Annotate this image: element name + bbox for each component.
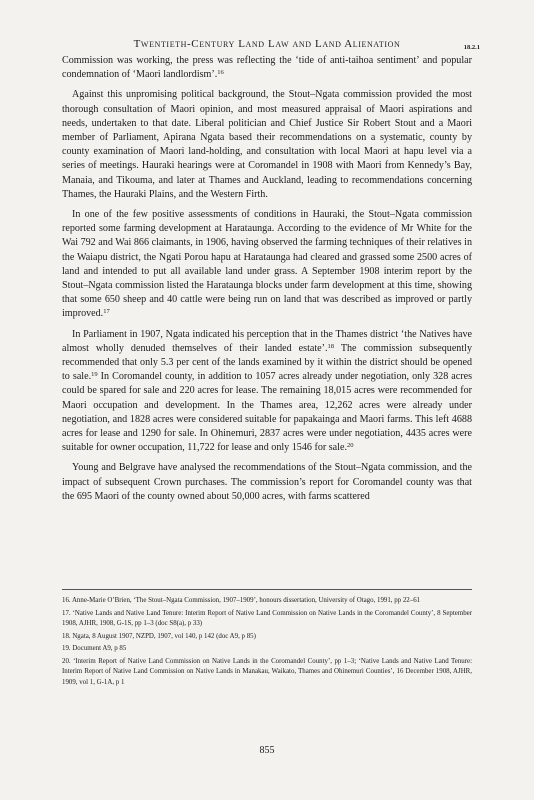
footnote-ref: 19: [91, 371, 98, 379]
page-number: 855: [259, 745, 275, 756]
paragraph-text: Against this unpromising political background, the Stout–Ngata commission provided the most thorough consultation of Maori opinion, and most measured appraisal of Maori aspirations and needs, undertaken to that date. Liberal politician and Chief Justice Sir Robert Stout and a Maori member of Parliament, Apirana Ngata based their recommendations on a systematic, county by county examination of Maori land-holding, and consultation with local Maori at hapu level via a series of meetings. Hauraki hearings were at Coromandel in 1908 with Maori from Kennedy’s Bay, Manaia, and Tikouma, and later at Thames and Auckland, leading to recommendations concerning Thames, the Hauraki Plains, and the Western Firth.: [62, 89, 472, 200]
footnote: 16. Anne-Marie O’Brien, ‘The Stout–Ngata Commission, 1907–1909’, honours dissertation, University of Otago, 1991, pp 22–61: [62, 597, 421, 604]
footnote-ref: 18: [327, 342, 335, 350]
paragraph: [62, 328, 472, 456]
paragraph-text: Young and Belgrave have analysed the recommendations of the Stout–Ngata commission, and the impact of subsequent Crown purchases. The commission’s report for Coromandel county was that the 695 Maori of the county owned about 50,000 acres, with farms scattered: [62, 462, 472, 502]
footnotes: [62, 596, 472, 690]
paragraph: [62, 54, 472, 82]
section-number: 18.2.1: [463, 44, 480, 51]
paragraph: [62, 461, 472, 504]
running-header: Twentieth-Century Land Law and Land Alienation: [133, 38, 401, 50]
paragraph-text: In Parliament in 1907, Ngata indicated his perception that in the Thames district ‘the Natives have almost wholly denuded themselves of their landed estate’.: [62, 328, 472, 354]
footnote: 17. ‘Native Lands and Native Land Tenure: Interim Report of Native Land Commission on Native Lands in the Coromandel County’, 8 September 1908, AJHR, 1908, G-1S, pp 1–3 (doc S8(a), p 33): [62, 609, 472, 627]
footnote-ref: 20: [346, 442, 354, 450]
paragraph-text: In Coromandel county, in addition to 1057 acres already under negotiation, only 328 acres could be spared for sale and 220 acres for lease. The remaining 18,015 acres were recommended for Maori occupation and development. In the Thames area, 12,262 acres were already under negotiation, and 1828 acres were considered suitable for papakainga and Maori farms. This left 4688 acres for lease and 1290 for sale. In Ohinemuri, 2837 acres were under negotiation, 4435 acres were suitable for owner occupation, 11,722 for lease and only 1546 for sale.: [62, 371, 473, 454]
footnote-ref: 17: [103, 308, 110, 316]
footnote-ref: 16: [217, 69, 224, 77]
footnote: 18. Ngata, 8 August 1907, NZPD, 1907, vol 140, p 142 (doc A9, p 85): [62, 632, 256, 640]
paragraph: [62, 208, 472, 322]
footnote: 19. Document A9, p 85: [62, 645, 127, 653]
body-text: [62, 54, 472, 504]
paragraph-text: In one of the few positive assessments of conditions in Hauraki, the Stout–Ngata commission reported some farming development at Harataunga. According to the evidence of Mr White for the Wai 792 and Wai 866 claimants, in 1906, having observed the farming techniques of their relatives in the Waiapu district, the Ngati Porou hapu at Harataunga had cleared and grassed some 2500 acres of land and intended to put all available land under grass. A September 1908 interim report by the Stout–Ngata commission listed the Harataunga blocks under farm development at this time, showing that some 650 sheep and 40 cattle were being run on land that was described as improved or partly improved.: [62, 209, 472, 320]
footnote-divider: [62, 589, 472, 590]
paragraph-text: The commission subsequently recommended that only 5.3 per cent of the lands examined by it within the district should be opened to sale.: [62, 342, 472, 383]
paragraph-text: Commission was working, the press was reflecting the ‘tide of anti-taihoa sentiment’ and popular condemnation of ‘Maori landlordism’.: [62, 55, 472, 81]
paragraph: [62, 88, 472, 202]
footnote: 20. ‘Interim Report of Native Land Commission on Native Lands in the Coromandel County’, pp 1–3; ‘Native Lands and Native Land Tenure: Interim Report of Native Land Commission on Native Lands in Manakau, Waikato, Thames and Ohinemuri Counties’, 16 December 1908, AJHR, 1909, vol 1, G-1A, p 1: [62, 657, 472, 686]
